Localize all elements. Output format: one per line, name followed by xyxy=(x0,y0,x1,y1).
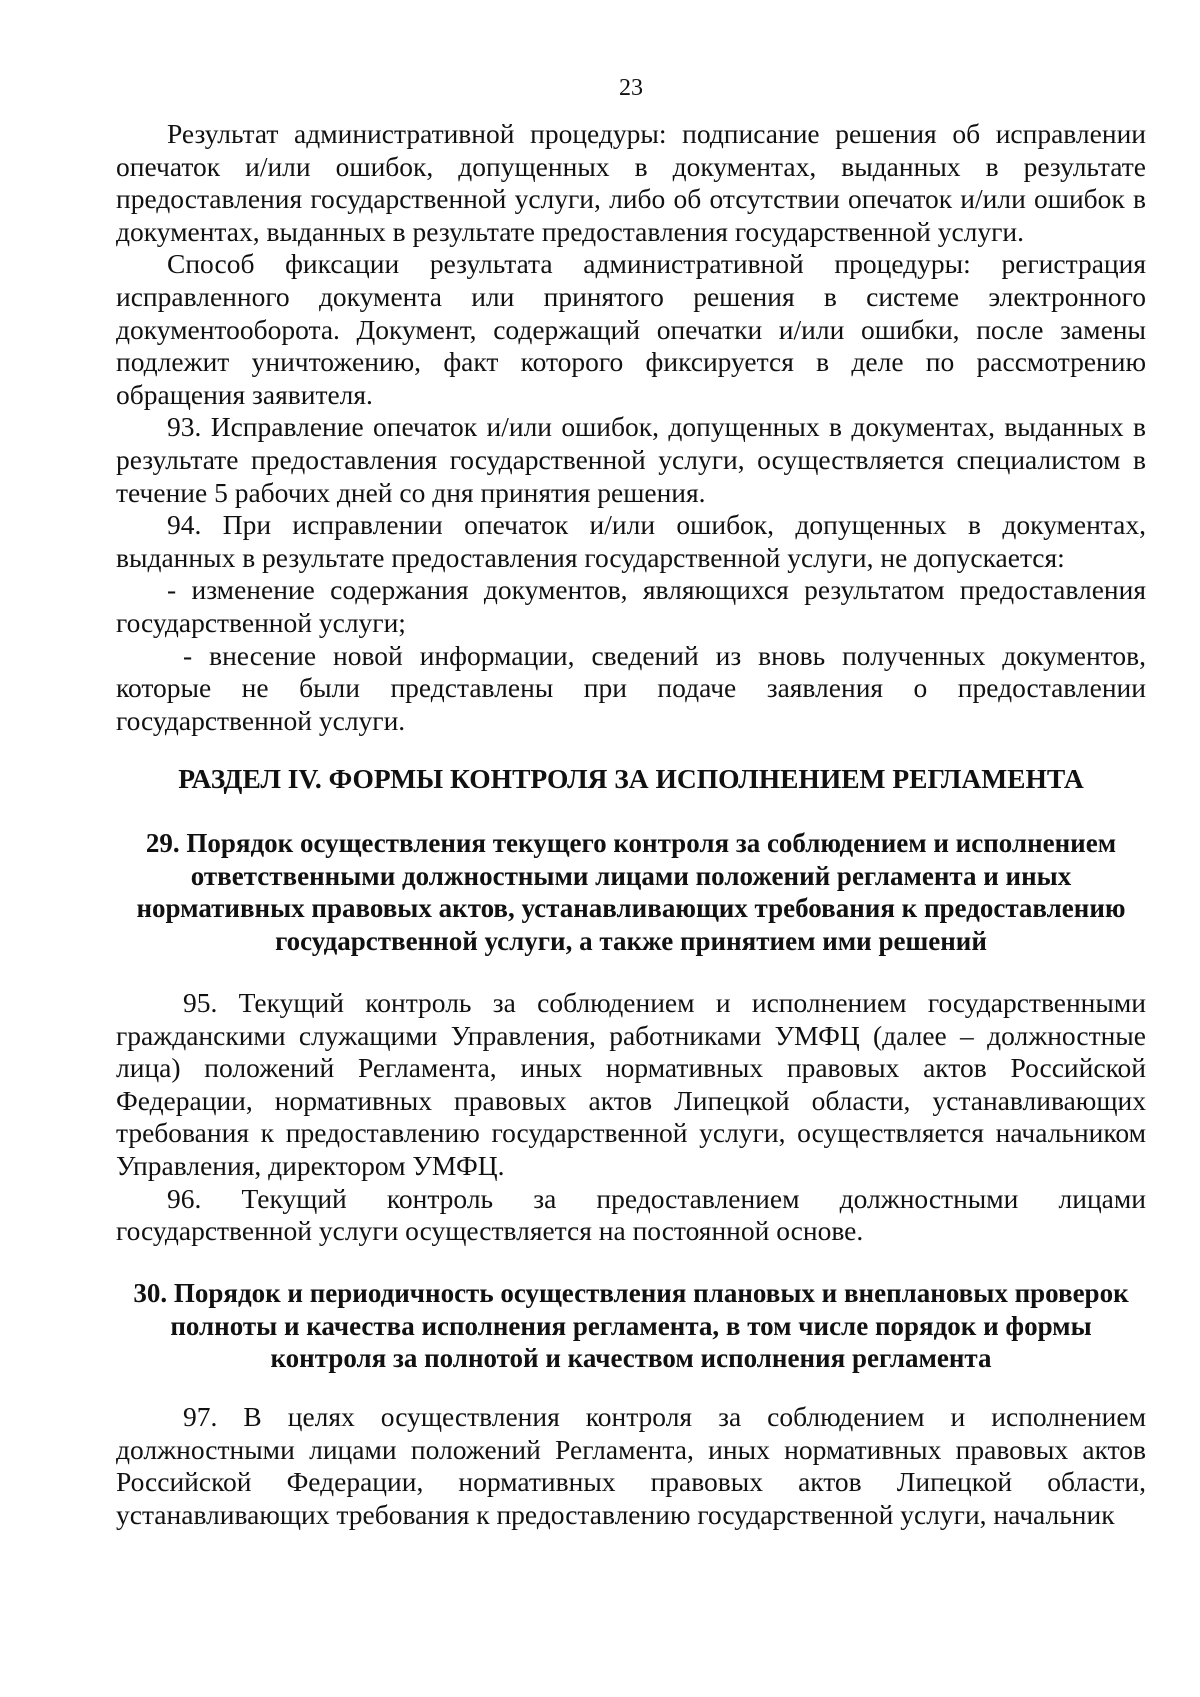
paragraph-fixation-method: Способ фиксации результата административной процедуры: регистрация исправленного документа или принятого решения в системе электронного документооборота. Документ, содержащий опечатки и/или ошибки, после замены подлежит уничтожению, факт которого фиксируется в деле по рассмотрению обращения заявителя. xyxy=(116,248,1146,410)
list-item-content-change: - изменение содержания документов, являющихся результатом предоставления государственной услуги; xyxy=(116,574,1146,638)
intro-text-block xyxy=(116,118,1146,737)
list-item-new-information: - внесение новой информации, сведений из вновь полученных документов, которые не были представлены при подаче заявления о предоставлении государственной услуги. xyxy=(116,639,1146,736)
page-number: 23 xyxy=(619,75,643,101)
paragraph-result: Результат административной процедуры: подписание решения об исправлении опечаток и/или ошибок, допущенных в документах, выданных в результате предоставления государственной услуги, либо об отсутствии опечаток и/или ошибок в документах, выданных в результате предоставления государственной услуги. xyxy=(116,118,1146,247)
subsection-29-title: 29. Порядок осуществления текущего контроля за соблюдением и исполнением ответственными должностными лицами положений регламента и иных нормативных правовых актов, устанавливающих требования к предоставлению государственной услуги, а также принятием ими решений xyxy=(136,828,1126,956)
section-title: РАЗДЕЛ IV. ФОРМЫ КОНТРОЛЯ ЗА ИСПОЛНЕНИЕМ РЕГЛАМЕНТА xyxy=(178,763,1084,794)
subsection-30-title: 30. Порядок и периодичность осуществления плановых и внеплановых проверок полноты и качества исполнения регламента, в том числе порядок и формы контроля за полнотой и качеством исполнения регламента xyxy=(133,1278,1129,1373)
paragraph-95: 95. Текущий контроль за соблюдением и исполнением государственными гражданскими служащими Управления, работниками УМФЦ (далее – должностные лица) положений Регламента, иных нормативных правовых актов Российской Федерации, нормативных правовых актов Липецкой области, устанавливающих требования к предоставлению государственной услуги, осуществляется начальником Управления, директором УМФЦ. xyxy=(116,987,1146,1181)
subsection-29-text-block xyxy=(116,987,1146,1248)
paragraph-94: 94. При исправлении опечаток и/или ошибок, допущенных в документах, выданных в результате предоставления государственной услуги, не допускается: xyxy=(116,509,1146,573)
subsection-30-text-block xyxy=(116,1401,1146,1531)
paragraph-97: 97. В целях осуществления контроля за соблюдением и исполнением должностными лицами положений Регламента, иных нормативных правовых актов Российской Федерации, нормативных правовых актов Липецкой области, устанавливающих требования к предоставлению государственной услуги, начальник xyxy=(116,1401,1146,1530)
paragraph-96: 96. Текущий контроль за предоставлением должностными лицами государственной услуги осуществляется на постоянной основе. xyxy=(116,1182,1146,1247)
paragraph-93: 93. Исправление опечаток и/или ошибок, допущенных в документах, выданных в результате предоставления государственной услуги, осуществляется специалистом в течение 5 рабочих дней со дня принятия решения. xyxy=(116,411,1146,508)
